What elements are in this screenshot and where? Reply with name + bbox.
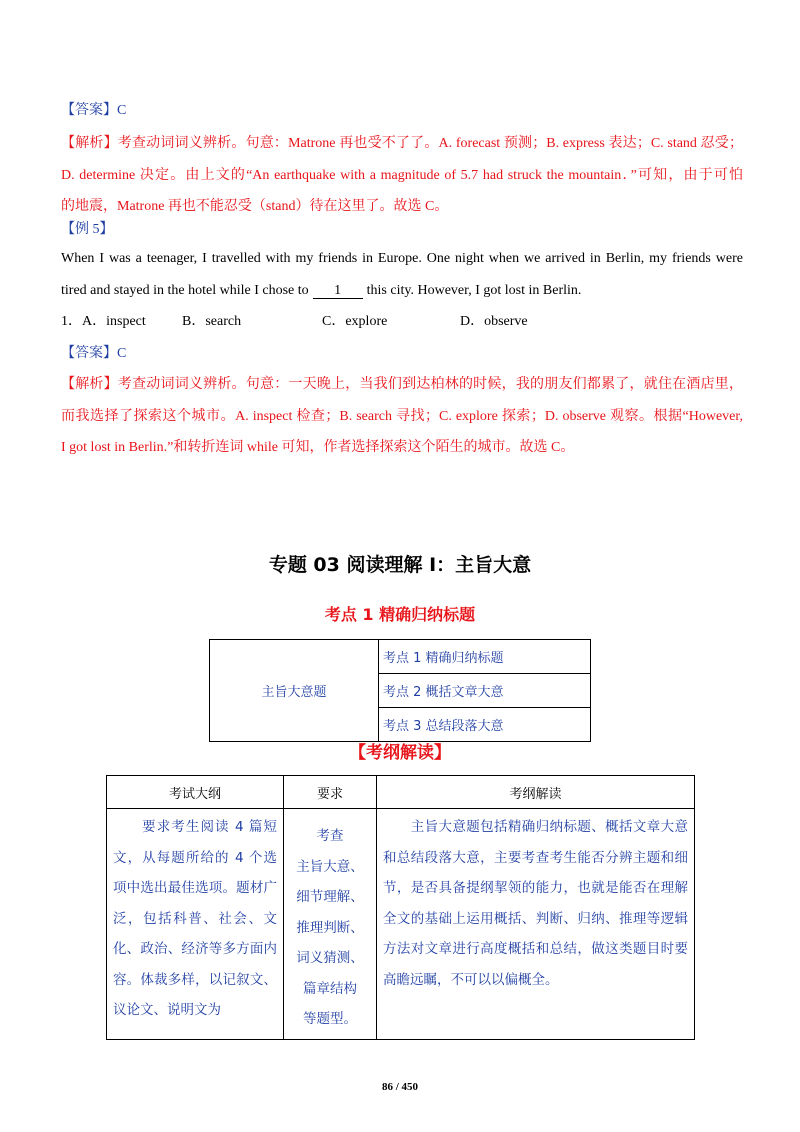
ex4-analysis-line-1: 【解析】考查动词词义辨析。句意：Matrone 再也受不了了。A. forecast 预测；B. express 表达；C. stand 忍受； (61, 136, 744, 151)
ex5-passage-line-1: When I was a teenager, I travelled with my friends in Europe. One night when we arrived in Berlin, my friends were (61, 251, 743, 266)
ex5-answer (61, 345, 743, 363)
option-d: D．observe (460, 314, 528, 329)
analysis-label: 【解析】 (61, 136, 118, 151)
answer-label: 【答案】 (61, 103, 117, 118)
key-point-table (209, 639, 591, 742)
header-requirements: 要求 (284, 776, 377, 809)
ex5-label: 【例 5】 (61, 222, 114, 237)
ex4-analysis-line-3: 的地震，Matrone 再也不能忍受（stand）待在这里了。故选 C。 (61, 199, 449, 214)
key-point-title: 考点 1 精确归纳标题 (324, 605, 476, 624)
ex4-answer (61, 102, 743, 120)
key-point-1: 考点 1 精确归纳标题 (379, 640, 591, 674)
interpretation-cell: 主旨大意题包括精确归纳标题、概括文章大意和总结段落大意，主要考查考生能否分辨主题和细节，是否具备提纲挈领的能力，也就是能否在理解全文的基础上运用概括、判断、归纳、推理等逻辑方法对文章进行高度概括和总结，做这类题目时要高瞻远瞩，不可以以偏概全。 (377, 809, 695, 1040)
ex5-options: 1．A．inspect B．search C．explore D．observe (61, 313, 743, 331)
header-interpretation: 考纲解读 (377, 776, 695, 809)
syllabus-cell: 要求考生阅读 4 篇短文，从每题所给的 4 个选项中选出最佳选项。题材广泛，包括科普、社会、文化、政治、经济等多方面内容。体裁多样，以记叙文、议论文、说明文为 (107, 809, 284, 1040)
key-point-2: 考点 2 概括文章大意 (379, 674, 591, 708)
ex4-analysis-line-2: D. determine 决定。由上文的“An earthquake with a magnitude of 5.7 had struck the mountain．”可知，由于可怕 (61, 168, 743, 183)
ex5-analysis-line-2: 而我选择了探索这个城市。A. inspect 检查；B. search 寻找；C. explore 探索；D. observe 观察。根据“However, (61, 409, 743, 424)
question-type-cell: 主旨大意题 (210, 640, 379, 742)
answer-value: C (117, 103, 127, 118)
requirements-cell: 考查 主旨大意、 细节理解、 推理判断、 词义猜测、 篇章结构 等题型。 (284, 809, 377, 1040)
ex5-analysis-line-1: 【解析】考查动词词义辨析。句意：一天晚上，当我们到达柏林的时候，我的朋友们都累了，就住在酒店里， (61, 377, 744, 392)
ex5-analysis-line-3: I got lost in Berlin.”和转折连词 while 可知，作者选择探索这个陌生的城市。故选 C。 (61, 440, 575, 455)
topic-title: 专题 03 阅读理解 I：主旨大意 (268, 554, 532, 576)
option-c: C．explore (322, 314, 388, 329)
ex5-passage-line-2: tired and stayed in the hotel while I chose to 1 this city. However, I got lost in Berlin. (61, 283, 582, 298)
option-b: B．search (182, 314, 242, 329)
option-a: A．inspect (82, 314, 146, 329)
analysis-label: 【解析】 (61, 377, 118, 392)
answer-label: 【答案】 (61, 346, 117, 361)
answer-value: C (117, 346, 127, 361)
blank-1: 1 (313, 284, 363, 299)
key-point-3: 考点 3 总结段落大意 (379, 708, 591, 742)
page-number: 86 / 450 (381, 1081, 419, 1093)
header-syllabus: 考试大纲 (107, 776, 284, 809)
syllabus-title: 【考纲解读】 (349, 743, 451, 763)
syllabus-table (106, 775, 695, 1040)
